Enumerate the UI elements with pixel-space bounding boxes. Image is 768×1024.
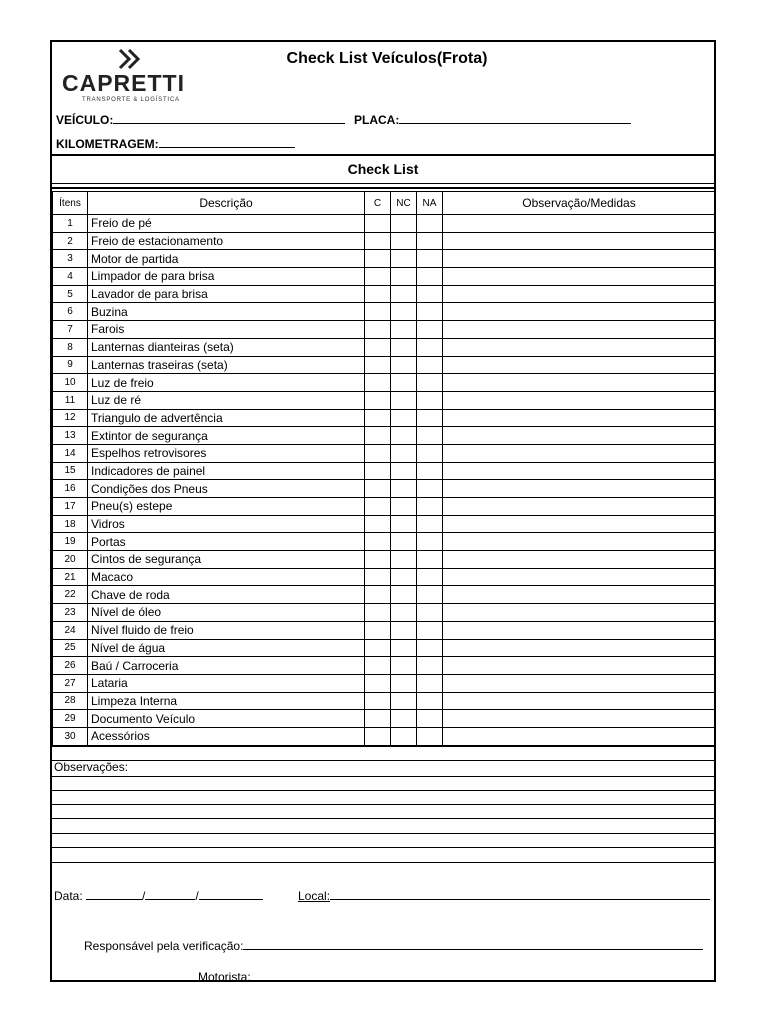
check-nc-cell[interactable]	[391, 515, 417, 533]
local-blank[interactable]	[330, 887, 710, 900]
observation-cell[interactable]	[443, 250, 716, 268]
observation-cell[interactable]	[443, 427, 716, 445]
check-c-cell[interactable]	[365, 604, 391, 622]
logo-subtitle: TRANSPORTE & LOGÍSTICA	[82, 97, 180, 103]
driver-label: Motorista:	[198, 970, 251, 984]
check-nc-cell[interactable]	[391, 250, 417, 268]
item-description: Indicadores de painel	[88, 462, 365, 480]
item-description: Limpador de para brisa	[88, 268, 365, 286]
item-number: 27	[53, 674, 88, 692]
table-row	[53, 391, 716, 409]
obs-line	[52, 760, 714, 761]
form-title: Check List Veículos(Frota)	[286, 50, 488, 67]
obs-line	[52, 746, 714, 747]
observation-cell[interactable]	[443, 356, 716, 374]
item-number: 23	[53, 604, 88, 622]
table-row	[53, 303, 716, 321]
item-description: Nível fluido de freio	[88, 621, 365, 639]
check-na-cell[interactable]	[417, 674, 443, 692]
col-header-items: Ítens	[53, 192, 88, 215]
check-nc-cell[interactable]	[391, 727, 417, 745]
table-header-row	[53, 192, 716, 215]
check-c-cell[interactable]	[365, 250, 391, 268]
obs-line[interactable]	[52, 862, 714, 863]
item-number: 28	[53, 692, 88, 710]
check-nc-cell[interactable]	[391, 374, 417, 392]
table-row	[53, 551, 716, 569]
observation-cell[interactable]	[443, 533, 716, 551]
check-c-cell[interactable]	[365, 533, 391, 551]
item-description: Cintos de segurança	[88, 551, 365, 569]
check-nc-cell[interactable]	[391, 391, 417, 409]
check-c-cell[interactable]	[365, 586, 391, 604]
check-na-cell[interactable]	[417, 551, 443, 569]
col-header-observation: Observação/Medidas	[443, 192, 716, 215]
item-description: Luz de freio	[88, 374, 365, 392]
item-description: Luz de ré	[88, 391, 365, 409]
item-description: Lavador de para brisa	[88, 285, 365, 303]
item-number: 29	[53, 710, 88, 728]
table-row	[53, 568, 716, 586]
obs-line[interactable]	[52, 804, 714, 805]
item-description: Lanternas dianteiras (seta)	[88, 338, 365, 356]
check-nc-cell[interactable]	[391, 232, 417, 250]
observation-cell[interactable]	[443, 391, 716, 409]
item-description: Lataria	[88, 674, 365, 692]
item-number: 20	[53, 551, 88, 569]
table-row	[53, 727, 716, 745]
observation-cell[interactable]	[443, 303, 716, 321]
check-nc-cell[interactable]	[391, 604, 417, 622]
observation-cell[interactable]	[443, 621, 716, 639]
item-description: Nível de água	[88, 639, 365, 657]
chevron-logo-icon	[118, 48, 142, 70]
check-c-cell[interactable]	[365, 498, 391, 516]
table-row	[53, 268, 716, 286]
item-description: Nível de óleo	[88, 604, 365, 622]
check-nc-cell[interactable]	[391, 657, 417, 675]
driver-blank[interactable]	[251, 968, 713, 981]
mileage-label: KILOMETRAGEM:	[56, 137, 159, 151]
item-number: 2	[53, 232, 88, 250]
observations-label: Observações:	[54, 760, 129, 774]
observation-cell[interactable]	[443, 657, 716, 675]
check-na-cell[interactable]	[417, 727, 443, 745]
obs-line[interactable]	[52, 818, 714, 819]
item-number: 22	[53, 586, 88, 604]
check-c-cell[interactable]	[365, 480, 391, 498]
item-number: 9	[53, 356, 88, 374]
mileage-field[interactable]	[56, 136, 295, 151]
table-row	[53, 215, 716, 233]
check-c-cell[interactable]	[365, 427, 391, 445]
date-year-blank[interactable]	[199, 887, 263, 900]
observation-cell[interactable]	[443, 480, 716, 498]
observation-cell[interactable]	[443, 551, 716, 569]
table-row	[53, 533, 716, 551]
date-field[interactable]	[54, 887, 263, 903]
check-nc-cell[interactable]	[391, 462, 417, 480]
check-c-cell[interactable]	[365, 515, 391, 533]
check-nc-cell[interactable]	[391, 285, 417, 303]
item-number: 14	[53, 444, 88, 462]
check-nc-cell[interactable]	[391, 639, 417, 657]
item-number: 7	[53, 321, 88, 339]
check-c-cell[interactable]	[365, 215, 391, 233]
table-row	[53, 285, 716, 303]
item-description: Motor de partida	[88, 250, 365, 268]
check-c-cell[interactable]	[365, 692, 391, 710]
item-number: 17	[53, 498, 88, 516]
check-nc-cell[interactable]	[391, 533, 417, 551]
obs-line[interactable]	[52, 847, 714, 848]
check-c-cell[interactable]	[365, 710, 391, 728]
check-c-cell[interactable]	[365, 657, 391, 675]
observation-cell[interactable]	[443, 727, 716, 745]
table-row	[53, 621, 716, 639]
observation-cell[interactable]	[443, 215, 716, 233]
check-c-cell[interactable]	[365, 303, 391, 321]
observation-cell[interactable]	[443, 268, 716, 286]
section-divider-bottom	[52, 187, 714, 189]
check-na-cell[interactable]	[417, 374, 443, 392]
observation-cell[interactable]	[443, 586, 716, 604]
item-description: Acessórios	[88, 727, 365, 745]
check-na-cell[interactable]	[417, 498, 443, 516]
table-row	[53, 444, 716, 462]
check-nc-cell[interactable]	[391, 551, 417, 569]
responsible-field[interactable]	[84, 937, 703, 953]
item-description: Vidros	[88, 515, 365, 533]
check-nc-cell[interactable]	[391, 621, 417, 639]
check-na-cell[interactable]	[417, 232, 443, 250]
item-number: 30	[53, 727, 88, 745]
check-nc-cell[interactable]	[391, 427, 417, 445]
item-number: 5	[53, 285, 88, 303]
item-description: Pneu(s) estepe	[88, 498, 365, 516]
table-row	[53, 639, 716, 657]
observation-cell[interactable]	[443, 462, 716, 480]
obs-line[interactable]	[52, 790, 714, 791]
check-nc-cell[interactable]	[391, 480, 417, 498]
observation-cell[interactable]	[443, 604, 716, 622]
check-nc-cell[interactable]	[391, 674, 417, 692]
observation-cell[interactable]	[443, 285, 716, 303]
item-description: Limpeza Interna	[88, 692, 365, 710]
item-description: Freio de pé	[88, 215, 365, 233]
item-number: 18	[53, 515, 88, 533]
check-c-cell[interactable]	[365, 338, 391, 356]
check-na-cell[interactable]	[417, 462, 443, 480]
check-nc-cell[interactable]	[391, 710, 417, 728]
item-description: Farois	[88, 321, 365, 339]
check-c-cell[interactable]	[365, 444, 391, 462]
plate-field[interactable]	[354, 112, 631, 127]
item-number: 1	[53, 215, 88, 233]
obs-line[interactable]	[52, 833, 714, 834]
check-nc-cell[interactable]	[391, 321, 417, 339]
date-separator: /	[195, 889, 199, 903]
check-c-cell[interactable]	[365, 391, 391, 409]
table-row	[53, 356, 716, 374]
date-label: Data:	[54, 889, 83, 903]
check-na-cell[interactable]	[417, 356, 443, 374]
col-header-c: C	[365, 192, 391, 215]
check-na-cell[interactable]	[417, 639, 443, 657]
item-description: Extintor de segurança	[88, 427, 365, 445]
observation-cell[interactable]	[443, 232, 716, 250]
item-number: 25	[53, 639, 88, 657]
check-nc-cell[interactable]	[391, 692, 417, 710]
table-row	[53, 232, 716, 250]
table-row	[53, 710, 716, 728]
item-description: Documento Veículo	[88, 710, 365, 728]
section-title: Check List	[347, 161, 419, 177]
item-description: Macaco	[88, 568, 365, 586]
check-na-cell[interactable]	[417, 444, 443, 462]
check-c-cell[interactable]	[365, 232, 391, 250]
check-c-cell[interactable]	[365, 321, 391, 339]
table-row	[53, 674, 716, 692]
check-c-cell[interactable]	[365, 409, 391, 427]
responsible-label: Responsável pela verificação:	[84, 939, 244, 953]
item-number: 3	[53, 250, 88, 268]
observation-cell[interactable]	[443, 498, 716, 516]
observation-cell[interactable]	[443, 409, 716, 427]
driver-field[interactable]	[198, 968, 713, 984]
observation-cell[interactable]	[443, 444, 716, 462]
item-number: 26	[53, 657, 88, 675]
observation-cell[interactable]	[443, 568, 716, 586]
table-row	[53, 427, 716, 445]
observation-cell[interactable]	[443, 692, 716, 710]
check-na-cell[interactable]	[417, 250, 443, 268]
check-nc-cell[interactable]	[391, 498, 417, 516]
check-na-cell[interactable]	[417, 604, 443, 622]
responsible-blank[interactable]	[243, 937, 703, 950]
check-na-cell[interactable]	[417, 480, 443, 498]
check-na-cell[interactable]	[417, 391, 443, 409]
check-nc-cell[interactable]	[391, 444, 417, 462]
check-na-cell[interactable]	[417, 710, 443, 728]
table-row	[53, 515, 716, 533]
check-nc-cell[interactable]	[391, 568, 417, 586]
table-row	[53, 498, 716, 516]
check-c-cell[interactable]	[365, 356, 391, 374]
company-logo	[62, 46, 192, 108]
check-na-cell[interactable]	[417, 568, 443, 586]
item-number: 19	[53, 533, 88, 551]
item-number: 8	[53, 338, 88, 356]
item-number: 6	[53, 303, 88, 321]
date-month-blank[interactable]	[145, 887, 195, 900]
checklist-form	[50, 40, 716, 982]
check-na-cell[interactable]	[417, 268, 443, 286]
check-na-cell[interactable]	[417, 321, 443, 339]
item-number: 12	[53, 409, 88, 427]
observation-cell[interactable]	[443, 321, 716, 339]
check-c-cell[interactable]	[365, 462, 391, 480]
table-body	[53, 215, 716, 746]
vehicle-blank[interactable]	[113, 112, 345, 124]
vehicle-label: VEÍCULO:	[56, 113, 114, 127]
check-c-cell[interactable]	[365, 268, 391, 286]
check-nc-cell[interactable]	[391, 303, 417, 321]
item-description: Espelhos retrovisores	[88, 444, 365, 462]
observation-cell[interactable]	[443, 710, 716, 728]
item-number: 21	[53, 568, 88, 586]
item-description: Portas	[88, 533, 365, 551]
check-nc-cell[interactable]	[391, 215, 417, 233]
item-number: 16	[53, 480, 88, 498]
section-divider-top	[52, 183, 714, 184]
check-na-cell[interactable]	[417, 427, 443, 445]
item-number: 24	[53, 621, 88, 639]
check-na-cell[interactable]	[417, 515, 443, 533]
observation-cell[interactable]	[443, 515, 716, 533]
check-nc-cell[interactable]	[391, 338, 417, 356]
table-row	[53, 657, 716, 675]
item-number: 11	[53, 391, 88, 409]
check-na-cell[interactable]	[417, 303, 443, 321]
date-day-blank[interactable]	[86, 887, 142, 900]
item-description: Freio de estacionamento	[88, 232, 365, 250]
form-header	[52, 42, 714, 154]
check-nc-cell[interactable]	[391, 586, 417, 604]
col-header-na: NA	[417, 192, 443, 215]
table-row	[53, 321, 716, 339]
checklist-table	[52, 191, 716, 746]
mileage-blank[interactable]	[159, 136, 295, 148]
check-nc-cell[interactable]	[391, 356, 417, 374]
check-na-cell[interactable]	[417, 215, 443, 233]
logo-name: CAPRETTI	[62, 70, 185, 96]
observation-cell[interactable]	[443, 674, 716, 692]
table-row	[53, 462, 716, 480]
item-number: 13	[53, 427, 88, 445]
check-na-cell[interactable]	[417, 533, 443, 551]
observation-cell[interactable]	[443, 639, 716, 657]
table-row	[53, 604, 716, 622]
item-number: 4	[53, 268, 88, 286]
table-row	[53, 374, 716, 392]
check-c-cell[interactable]	[365, 285, 391, 303]
item-number: 15	[53, 462, 88, 480]
col-header-description: Descrição	[88, 192, 365, 215]
item-description: Baú / Carroceria	[88, 657, 365, 675]
check-c-cell[interactable]	[365, 374, 391, 392]
table-row	[53, 338, 716, 356]
item-description: Chave de roda	[88, 586, 365, 604]
check-na-cell[interactable]	[417, 692, 443, 710]
table-row	[53, 480, 716, 498]
item-description: Lanternas traseiras (seta)	[88, 356, 365, 374]
table-row	[53, 250, 716, 268]
observation-cell[interactable]	[443, 338, 716, 356]
table-row	[53, 692, 716, 710]
item-description: Buzina	[88, 303, 365, 321]
check-na-cell[interactable]	[417, 657, 443, 675]
col-header-nc: NC	[391, 192, 417, 215]
item-description: Condições dos Pneus	[88, 480, 365, 498]
check-c-cell[interactable]	[365, 674, 391, 692]
item-description: Triangulo de advertência	[88, 409, 365, 427]
check-c-cell[interactable]	[365, 727, 391, 745]
check-na-cell[interactable]	[417, 621, 443, 639]
check-nc-cell[interactable]	[391, 409, 417, 427]
item-number: 10	[53, 374, 88, 392]
check-c-cell[interactable]	[365, 639, 391, 657]
plate-label: PLACA:	[354, 113, 400, 127]
table-row	[53, 586, 716, 604]
plate-blank[interactable]	[399, 112, 631, 124]
check-na-cell[interactable]	[417, 409, 443, 427]
check-c-cell[interactable]	[365, 551, 391, 569]
check-c-cell[interactable]	[365, 568, 391, 586]
date-separator: /	[142, 889, 146, 903]
check-na-cell[interactable]	[417, 338, 443, 356]
check-c-cell[interactable]	[365, 621, 391, 639]
vehicle-field[interactable]	[56, 112, 345, 127]
check-na-cell[interactable]	[417, 285, 443, 303]
check-nc-cell[interactable]	[391, 268, 417, 286]
table-row	[53, 409, 716, 427]
check-na-cell[interactable]	[417, 586, 443, 604]
local-label: Local:	[298, 889, 331, 903]
obs-line[interactable]	[52, 776, 714, 777]
local-field[interactable]	[298, 887, 710, 903]
observation-cell[interactable]	[443, 374, 716, 392]
